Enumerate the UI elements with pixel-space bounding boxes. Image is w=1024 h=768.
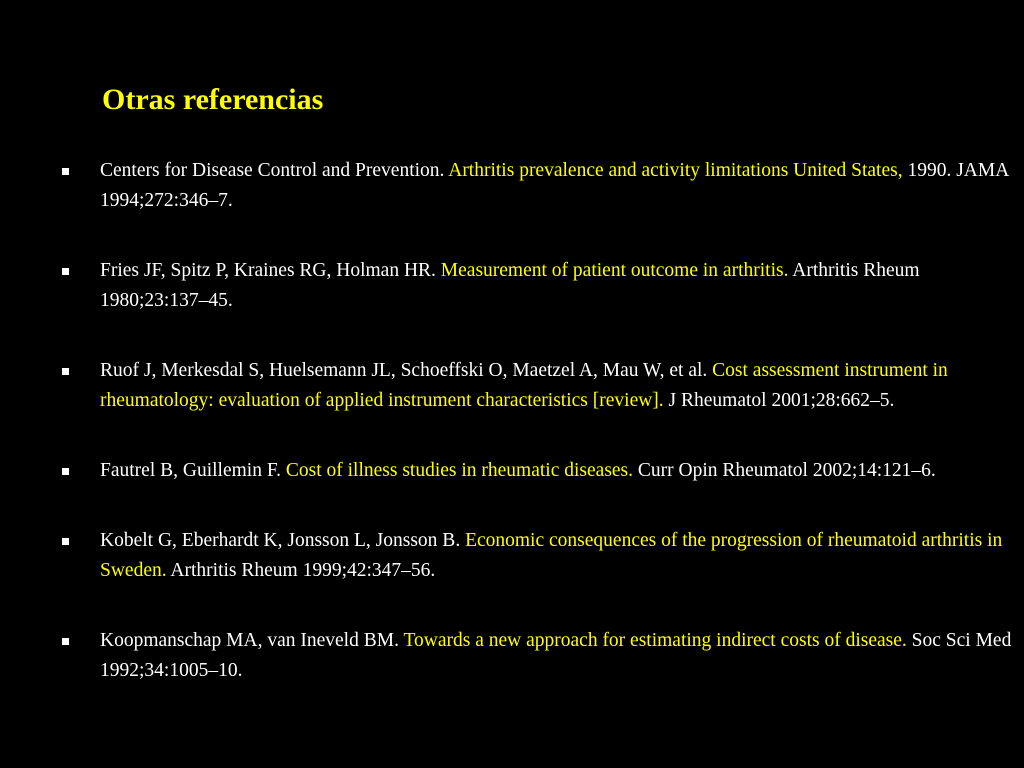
reference-authors: Fautrel B, Guillemin F.: [100, 460, 286, 481]
square-bullet-icon: [62, 268, 69, 275]
reference-item: [60, 356, 1012, 416]
reference-source: Curr Opin Rheumatol 2002;14:121–6.: [633, 460, 936, 481]
reference-authors: Koopmanschap MA, van Ineveld BM.: [100, 630, 404, 651]
square-bullet-icon: [62, 368, 69, 375]
reference-source: Soc Sci Med 1992;34:1005–10.: [100, 630, 1012, 681]
reference-authors: Fries JF, Spitz P, Kraines RG, Holman HR.: [100, 260, 441, 281]
reference-list: [60, 156, 1012, 686]
reference-title: Arthritis prevalence and activity limitations United States,: [448, 160, 903, 181]
square-bullet-icon: [62, 168, 69, 175]
reference-source: Arthritis Rheum 1999;42:347–56.: [166, 560, 436, 581]
reference-item: [60, 626, 1012, 686]
reference-title: Cost of illness studies in rheumatic diseases.: [285, 460, 634, 481]
square-bullet-icon: [62, 638, 69, 645]
square-bullet-icon: [62, 538, 69, 545]
reference-authors: Ruof J, Merkesdal S, Huelsemann JL, Schoeffski O, Maetzel A, Mau W, et al.: [100, 360, 713, 381]
square-bullet-icon: [62, 468, 69, 475]
reference-title: Cost assessment instrument in rheumatology: evaluation of applied instrument characteristics [review].: [100, 360, 948, 411]
reference-source: J Rheumatol 2001;28:662–5.: [663, 390, 895, 411]
reference-title: Towards a new approach for estimating indirect costs of disease.: [403, 630, 907, 651]
reference-item: [60, 256, 1012, 316]
reference-source: Arthritis Rheum 1980;23:137–45.: [100, 260, 920, 311]
reference-item: [60, 156, 1012, 216]
slide-title: Otras referencias: [102, 83, 324, 116]
reference-item: [60, 526, 1012, 586]
reference-source: 1990. JAMA 1994;272:346–7.: [100, 160, 1009, 211]
reference-authors: Kobelt G, Eberhardt K, Jonsson L, Jonsson B.: [100, 530, 466, 551]
reference-title: Economic consequences of the progression of rheumatoid arthritis in Sweden.: [100, 530, 1003, 581]
reference-authors: Centers for Disease Control and Prevention.: [100, 160, 449, 181]
reference-item: [60, 456, 1012, 486]
reference-title: Measurement of patient outcome in arthritis.: [440, 260, 789, 281]
